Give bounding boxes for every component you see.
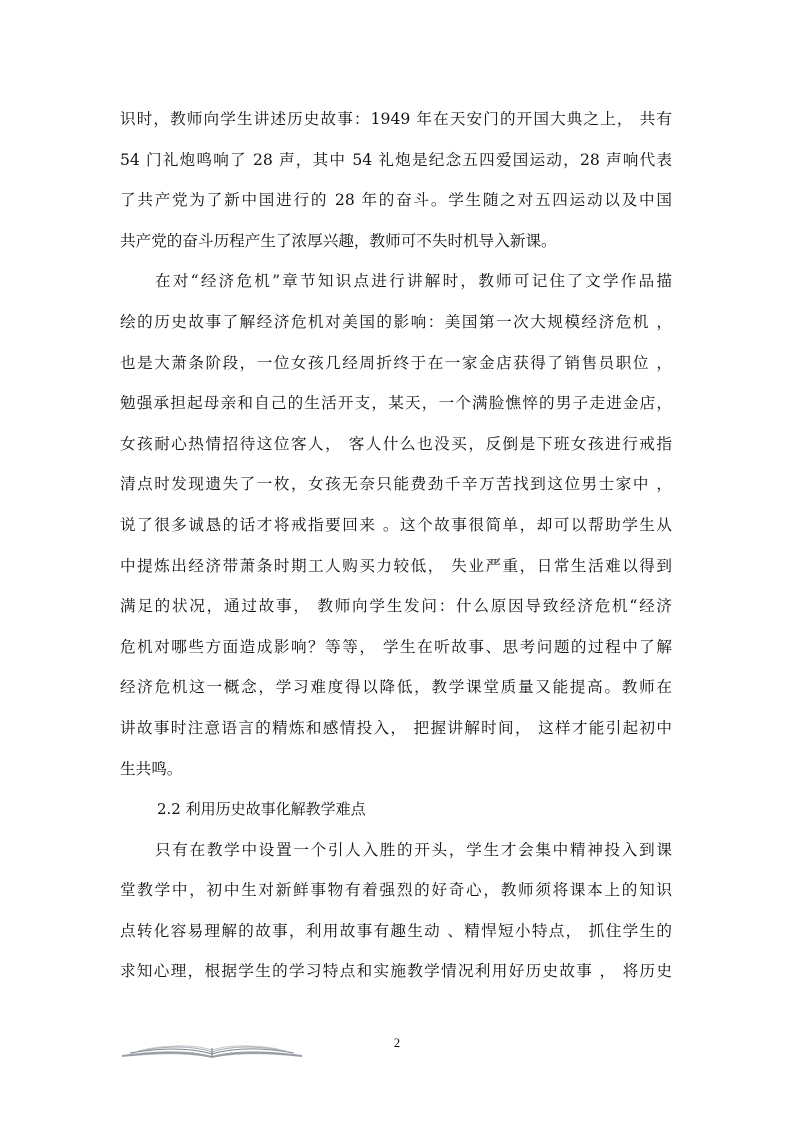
text-line: 清点时发现遗失了一枚，女孩无奈只能费劲千辛万苦找到这位男士家中 ， [120, 475, 672, 494]
text-line: 识时，教师向学生讲述历史故事：1949 年在天安门的开国大典之上， 共有 [120, 110, 672, 128]
text-line: 求知心理，根据学生的学习特点和实施教学情况利用好历史故事 ， 将历史 [120, 962, 672, 981]
text-line: 共产党的奋斗历程产生了浓厚兴趣，教师可不失时机导入新课。 [120, 231, 557, 250]
section-heading: 2.2 利用历史故事化解教学难点 [157, 800, 366, 819]
open-book-icon [120, 1040, 304, 1058]
text-line: 女孩耐心热情招待这位客人， 客人什么也没买，反倒是下班女孩进行戒指 [120, 434, 672, 453]
text-line: 说了很多诚恳的话才将戒指要回来 。这个故事很简单，却可以帮助学生从 [120, 515, 672, 534]
text-line: 勉强承担起母亲和自己的生活开支，某天，一个满脸憔悴的男子走进金店， [120, 394, 672, 413]
text-line: 讲故事时注意语言的精炼和感情投入， 把握讲解时间， 这样才能引起初中 [120, 718, 672, 737]
text-line: 点转化容易理解的故事，利用故事有趣生动 、精悍短小特点， 抓住学生的 [120, 921, 672, 940]
text-line: 危机对哪些方面造成影响？等等， 学生在听故事、思考问题的过程中了解 [120, 637, 672, 656]
text-line: 在对“经济危机”章节知识点进行讲解时，教师可记住了文学作品描 [155, 272, 672, 291]
text-line: 绘的历史故事了解经济危机对美国的影响：美国第一次大规模经济危机 ， [120, 312, 672, 331]
text-line: 满足的状况，通过故事， 教师向学生发问：什么原因导致经济危机“经济 [120, 597, 672, 616]
text-line: 了共产党为了新中国进行的 28 年的奋斗。学生随之对五四运动以及中国 [120, 191, 672, 210]
text-line: 只有在教学中设置一个引人入胜的开头，学生才会集中精神投入到课 [155, 840, 672, 859]
text-line: 54 门礼炮鸣响了 28 声，其中 54 礼炮是纪念五四爱国运动，28 声响代表 [120, 150, 672, 169]
text-line: 中提炼出经济带萧条时期工人购买力较低， 失业严重，日常生活难以得到 [120, 556, 672, 575]
page-number: 2 [393, 1036, 401, 1050]
text-line: 也是大萧条阶段，一位女孩几经周折终于在一家金店获得了销售员职位 ， [120, 353, 672, 372]
text-line: 堂教学中，初中生对新鲜事物有着强烈的好奇心，教师须将课本上的知识 [120, 881, 672, 900]
text-line: 生共鸣。 [120, 759, 183, 778]
text-line: 经济危机这一概念，学习难度得以降低，教学课堂质量又能提高。教师在 [120, 678, 672, 697]
body-text [120, 99, 672, 992]
